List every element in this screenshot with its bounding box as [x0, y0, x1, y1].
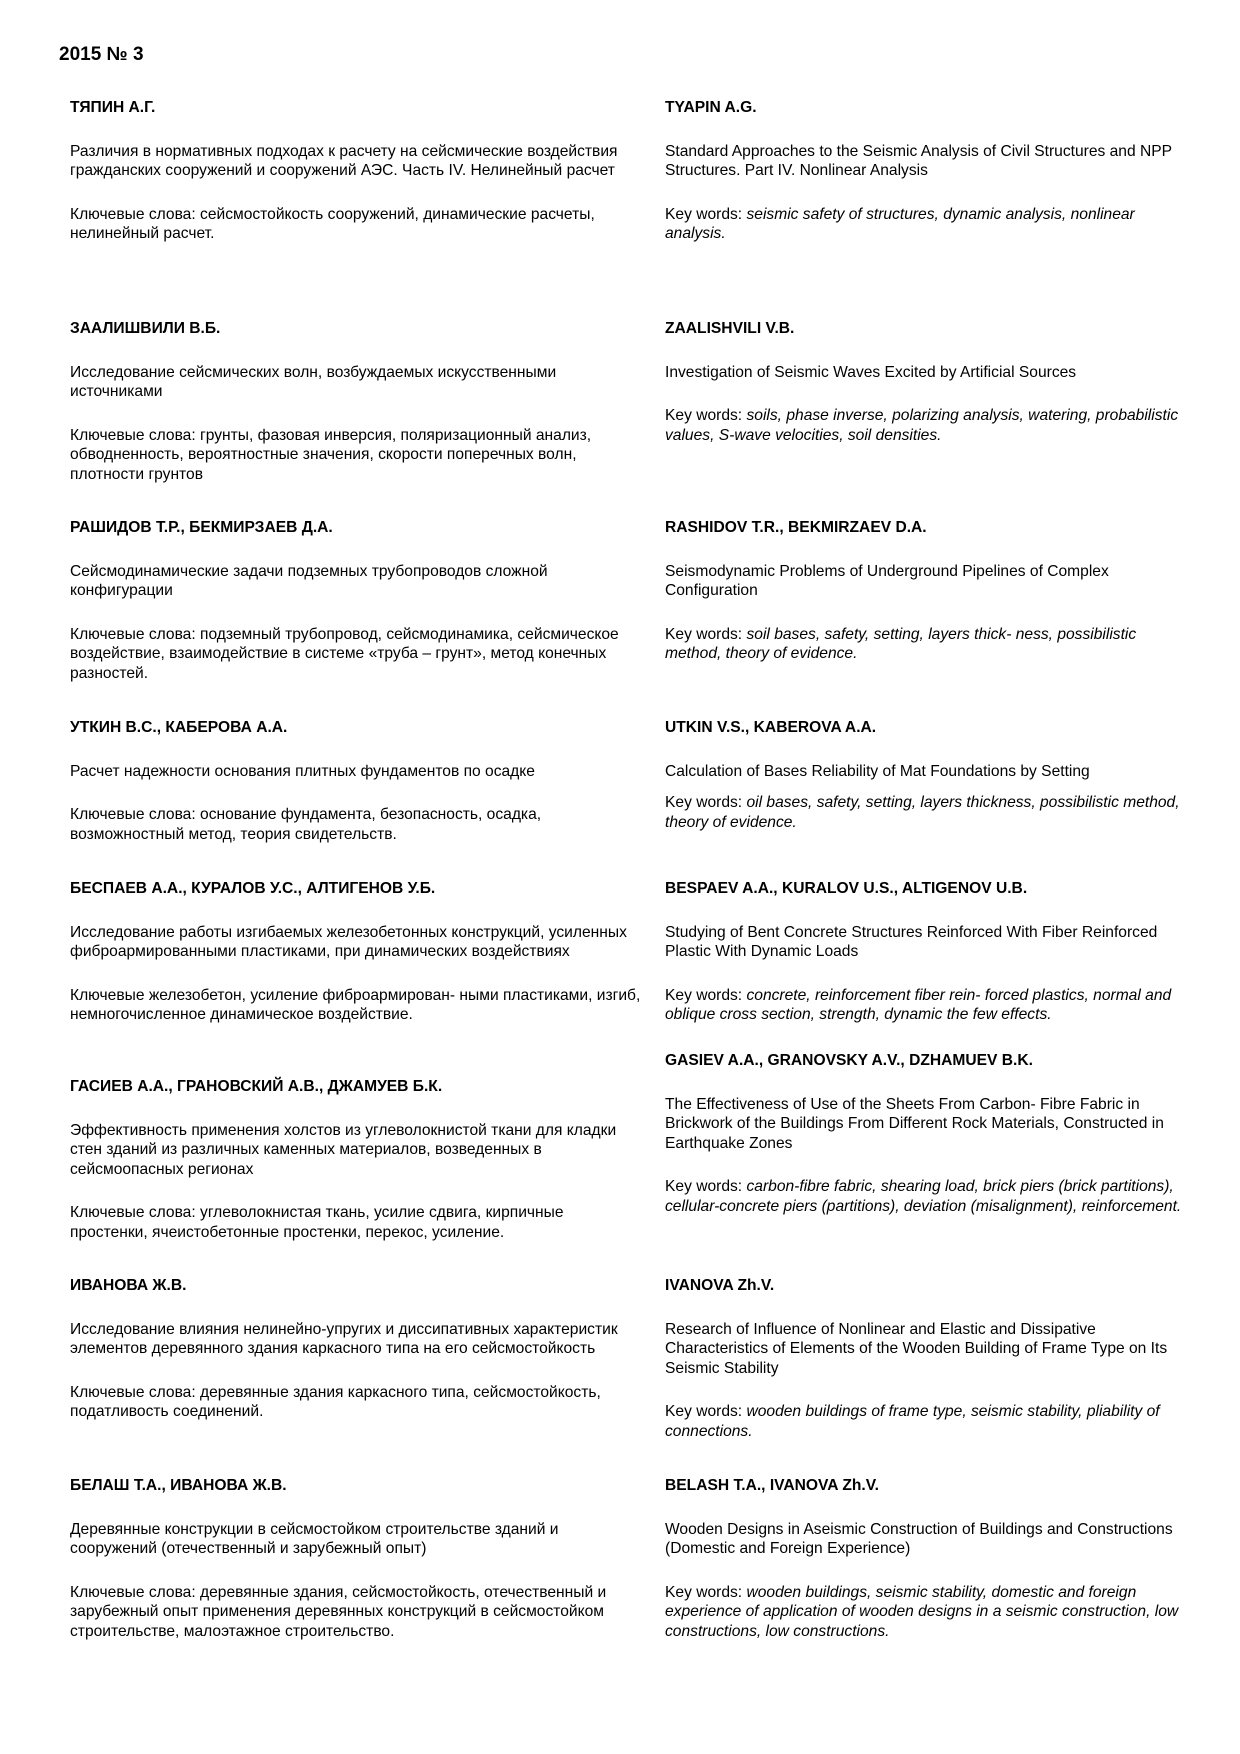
- en-authors: GASIEV A.A., GRANOVSKY A.V., DZHAMUEV B.K.: [665, 1052, 1033, 1069]
- en-title: Research of Influence of Nonlinear and Elastic and Dissipative Characteristics of Elements of the Wooden Building of Frame Type on Its Seismic Stability: [665, 1320, 1168, 1377]
- ru-keywords: Ключевые слова: деревянные здания каркасного типа, сейсмостойкость, податливость соединений.: [70, 1383, 601, 1420]
- ru-entry-7: [70, 1276, 642, 1422]
- ru-authors: ИВАНОВА Ж.В.: [70, 1277, 187, 1294]
- en-title: Standard Approaches to the Seismic Analysis of Civil Structures and NPP Structures. Part IV. Nonlinear Analysis: [665, 142, 1172, 179]
- ru-title: Расчет надежности основания плитных фундаментов по осадке: [70, 762, 535, 780]
- ru-title: Исследование влияния нелинейно-упругих и диссипативных характеристик элементов деревянного здания каркасного типа на его сейсмостойкость: [70, 1320, 618, 1357]
- en-entry-3: [665, 518, 1185, 664]
- keywords-text: wooden buildings, seismic stability, domestic and foreign experience of application of wooden designs in a seismic construction, low constructions, low constructions.: [665, 1583, 1179, 1640]
- en-authors: UTKIN V.S., KABEROVA A.A.: [665, 719, 877, 736]
- ru-entry-3: [70, 518, 642, 683]
- keywords-label: Key words:: [665, 794, 743, 811]
- en-authors: TYAPIN A.G.: [665, 99, 757, 116]
- en-authors: BESPAEV A.A., KURALOV U.S., ALTIGENOV U.B.: [665, 880, 1028, 897]
- keywords-text: soils, phase inverse, polarizing analysis, watering, probabilistic values, S-wave velocities, soil densities.: [665, 407, 1179, 444]
- en-title: The Effectiveness of Use of the Sheets From Carbon- Fibre Fabric in Brickwork of the Buildings From Different Rock Materials, Constructed in Earthquake Zones: [665, 1095, 1164, 1152]
- en-entry-4: [665, 718, 1185, 832]
- issue-number: 2015 № 3: [59, 44, 144, 65]
- ru-authors: УТКИН В.С., КАБЕРОВА А.А.: [70, 719, 288, 736]
- en-title: Seismodynamic Problems of Underground Pipelines of Complex Configuration: [665, 562, 1109, 599]
- ru-authors: ТЯПИН А.Г.: [70, 99, 156, 116]
- keywords-label: Key words:: [665, 205, 743, 223]
- ru-entry-8: [70, 1476, 642, 1641]
- en-title: Wooden Designs in Aseismic Construction of Buildings and Constructions (Domestic and Foreign Experience): [665, 1520, 1173, 1557]
- en-keywords: [665, 793, 1185, 832]
- en-keywords: [665, 625, 1185, 664]
- en-keywords: [665, 986, 1185, 1025]
- en-keywords: [665, 406, 1185, 445]
- ru-keywords: Ключевые железобетон, усиление фиброармирован- ными пластиками, изгиб, немногочисленное динамическое воздействие.: [70, 986, 641, 1023]
- keywords-label: Key words:: [665, 1403, 743, 1420]
- ru-authors: ГАСИЕВ А.А., ГРАНОВСКИЙ А.В., ДЖАМУЕВ Б.К.: [70, 1078, 443, 1095]
- en-entry-6: [665, 1051, 1185, 1216]
- en-entry-8: [665, 1476, 1185, 1641]
- en-entry-7: [665, 1276, 1185, 1441]
- ru-entry-5: [70, 879, 642, 1025]
- ru-title: Исследование сейсмических волн, возбуждаемых искусственными источниками: [70, 363, 557, 400]
- ru-entry-4: [70, 718, 642, 844]
- en-keywords: [665, 1177, 1185, 1216]
- keywords-label: Key words:: [665, 986, 743, 1004]
- keywords-text: seismic safety of structures, dynamic analysis, nonlinear analysis.: [665, 205, 1135, 242]
- keywords-text: concrete, reinforcement fiber rein- forced plastics, normal and oblique cross section, strength, dynamic the few effects.: [665, 986, 1172, 1023]
- en-title: Calculation of Bases Reliability of Mat Foundations by Setting: [665, 762, 1090, 780]
- en-authors: ZAALISHVILI V.B.: [665, 320, 795, 337]
- keywords-text: soil bases, safety, setting, layers thick- ness, possibilistic method, theory of evidence.: [665, 625, 1137, 662]
- en-authors: IVANOVA Zh.V.: [665, 1277, 775, 1294]
- ru-authors: БЕЛАШ Т.А., ИВАНОВА Ж.В.: [70, 1477, 287, 1494]
- keywords-label: Key words:: [665, 1178, 743, 1195]
- ru-authors: БЕСПАЕВ А.А., КУРАЛОВ У.С., АЛТИГЕНОВ У.Б.: [70, 880, 436, 897]
- en-keywords: [665, 205, 1185, 244]
- ru-authors: ЗААЛИШВИЛИ В.Б.: [70, 320, 221, 337]
- ru-keywords: Ключевые слова: сейсмостойкость сооружений, динамические расчеты, нелинейный расчет.: [70, 205, 595, 242]
- ru-keywords: Ключевые слова: подземный трубопровод, сейсмодинамика, сейсмическое воздействие, взаимодействие в системе «труба – грунт», метод конечных разностей.: [70, 625, 619, 682]
- keywords-label: Key words:: [665, 625, 743, 643]
- ru-title: Сейсмодинамические задачи подземных трубопроводов сложной конфигурации: [70, 562, 548, 599]
- en-entry-1: [665, 98, 1185, 244]
- en-title: Studying of Bent Concrete Structures Reinforced With Fiber Reinforced Plastic With Dynamic Loads: [665, 923, 1158, 960]
- ru-authors: РАШИДОВ Т.Р., БЕКМИРЗАЕВ Д.А.: [70, 519, 333, 536]
- ru-title: Исследование работы изгибаемых железобетонных конструкций, усиленных фиброармированными пластиками, при динамических воздействиях: [70, 923, 627, 960]
- keywords-text: wooden buildings of frame type, seismic stability, pliability of connections.: [665, 1403, 1160, 1440]
- ru-keywords: Ключевые слова: основание фундамента, безопасность, осадка, возможностный метод, теория свидетельств.: [70, 806, 542, 843]
- ru-entry-1: [70, 98, 642, 244]
- en-keywords: [665, 1583, 1185, 1642]
- ru-keywords: Ключевые слова: углеволокнистая ткань, усилие сдвига, кирпичные простенки, ячеистобетонные простенки, перекос, усиление.: [70, 1204, 564, 1241]
- en-entry-5: [665, 879, 1185, 1025]
- ru-entry-2: [70, 319, 642, 484]
- en-title: Investigation of Seismic Waves Excited by Artificial Sources: [665, 363, 1077, 381]
- ru-keywords: Ключевые слова: грунты, фазовая инверсия, поляризационный анализ, обводненность, вероятностные значения, скорости поперечных волн, плотности грунтов: [70, 426, 592, 483]
- en-authors: BELASH T.A., IVANOVA Zh.V.: [665, 1477, 880, 1494]
- ru-keywords: Ключевые слова: деревянные здания, сейсмостойкость, отечественный и зарубежный опыт применения деревянных конструкций в сейсмостойком строительстве, малоэтажное строительство.: [70, 1583, 607, 1640]
- keywords-text: carbon-fibre fabric, shearing load, brick piers (brick partitions), cellular-concrete piers (partitions), deviation (misalignment), reinforcement.: [665, 1178, 1182, 1215]
- en-authors: RASHIDOV T.R., BEKMIRZAEV D.A.: [665, 519, 927, 536]
- ru-title: Деревянные конструкции в сейсмостойком строительстве зданий и сооружений (отечественный и зарубежный опыт): [70, 1520, 559, 1557]
- ru-title: Эффективность применения холстов из углеволокнистой ткани для кладки стен зданий из различных каменных материалов, возведенных в сейсмоопасных регионах: [70, 1121, 617, 1178]
- keywords-text: oil bases, safety, setting, layers thickness, possibilistic method, theory of evidence.: [665, 794, 1180, 831]
- en-entry-2: [665, 319, 1185, 445]
- ru-entry-6: [70, 1077, 642, 1242]
- en-keywords: [665, 1402, 1185, 1441]
- ru-title: Различия в нормативных подходах к расчету на сейсмические воздействия гражданских сооружений и сооружений АЭС. Часть IV. Нелинейный расчет: [70, 142, 618, 179]
- keywords-label: Key words:: [665, 407, 743, 424]
- keywords-label: Key words:: [665, 1583, 743, 1601]
